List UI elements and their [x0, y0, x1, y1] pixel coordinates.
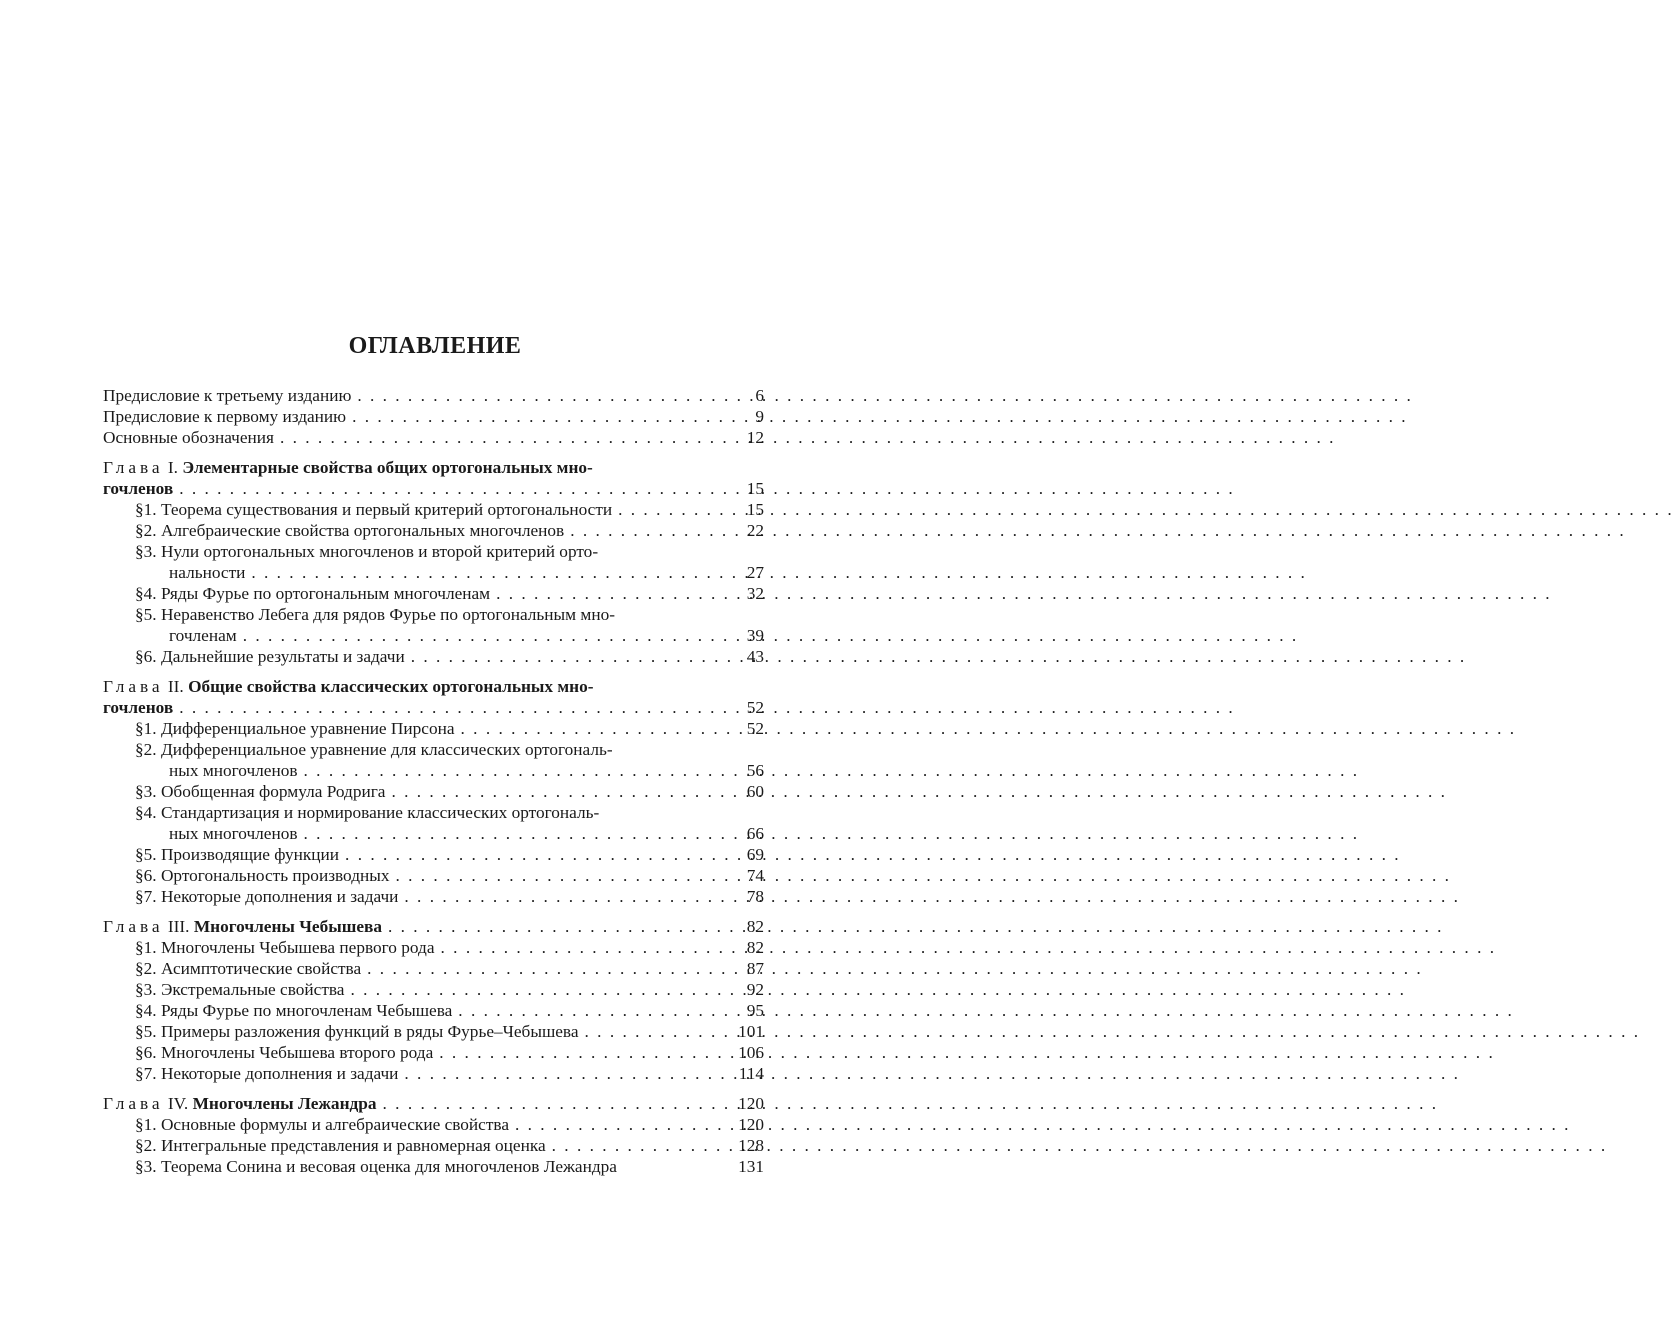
section-number: §2. — [135, 1136, 157, 1155]
toc-page-number: 32 — [746, 584, 764, 603]
toc-section[interactable] — [103, 865, 764, 886]
toc-section[interactable] — [103, 802, 764, 823]
section-number: §3. — [135, 980, 157, 999]
toc-page-number: 131 — [738, 1157, 764, 1176]
section-title: Дифференциальное уравнение Пирсона — [160, 719, 455, 738]
toc-page-number: 74 — [746, 866, 764, 885]
toc-entry-label: Основные обозначения — [103, 428, 274, 447]
toc-section[interactable] — [103, 1000, 764, 1021]
leader-dots — [298, 823, 718, 844]
toc-section[interactable] — [103, 1114, 764, 1135]
section-title: Неравенство Лебега для рядов Фурье по ортогональным мно- — [160, 605, 615, 624]
section-number: §2. — [135, 521, 157, 540]
section-number: §7. — [135, 1064, 157, 1083]
chapter-heading[interactable] — [103, 457, 764, 478]
section-number: §6. — [135, 1043, 157, 1062]
leader-dots — [433, 1042, 718, 1063]
leader-dots — [173, 478, 718, 499]
toc-entry-preface-first[interactable] — [103, 406, 764, 427]
toc-page-number: 114 — [738, 1064, 764, 1083]
chapter-heading-cont[interactable] — [103, 478, 764, 499]
section-title: Алгебраические свойства ортогональных многочленов — [160, 521, 565, 540]
section-title-cont: гочленам — [169, 626, 237, 645]
section-number: §1. — [135, 938, 157, 957]
toc-section[interactable] — [103, 1156, 764, 1177]
section-title: Теорема Сонина и весовая оценка для многочленов Лежандра — [160, 1157, 617, 1176]
chapter-title: Общие свойства классических ортогональных мно- — [188, 677, 594, 696]
toc-page-number: 52 — [746, 719, 764, 738]
leader-dots — [382, 916, 718, 937]
section-number: §3. — [135, 1157, 157, 1176]
section-number: §1. — [135, 719, 157, 738]
chapter-prefix: Глава — [103, 677, 164, 696]
section-number: §6. — [135, 866, 157, 885]
section-title: Стандартизация и нормирование классических ортогональ- — [160, 803, 600, 822]
chapter-heading[interactable] — [103, 676, 764, 697]
section-number: §2. — [135, 959, 157, 978]
leader-dots — [346, 406, 718, 427]
section-title: Производящие функции — [160, 845, 340, 864]
chapter-number: IV. — [167, 1094, 189, 1113]
leader-dots — [377, 1093, 718, 1114]
section-number: §5. — [135, 605, 157, 624]
section-number: §5. — [135, 1022, 157, 1041]
section-title: Нули ортогональных многочленов и второй критерий орто- — [160, 542, 599, 561]
toc-page-number: 66 — [746, 824, 764, 843]
toc-page-number: 56 — [746, 761, 764, 780]
leader-dots — [564, 520, 718, 541]
toc-page-number: 9 — [755, 407, 764, 426]
toc-section-cont[interactable] — [103, 823, 764, 844]
toc-page-number: 120 — [738, 1115, 764, 1134]
section-number: §3. — [135, 782, 157, 801]
leader-dots — [612, 499, 718, 520]
toc-page-number: 39 — [746, 626, 764, 645]
section-number: §1. — [135, 1115, 157, 1134]
leader-dots — [344, 979, 718, 1000]
section-title-cont: ных многочленов — [169, 761, 298, 780]
section-title: Дифференциальное уравнение для классических ортогональ- — [160, 740, 613, 759]
page-title: ОГЛАВЛЕНИЕ — [348, 333, 522, 359]
toc-section[interactable] — [103, 604, 764, 625]
chapter-number: II. — [167, 677, 184, 696]
leader-dots — [452, 1000, 718, 1021]
toc-page-number: 101 — [738, 1022, 764, 1041]
toc-page-number: 15 — [746, 479, 764, 498]
chapter-heading-cont[interactable] — [103, 697, 764, 718]
toc-page-number: 69 — [746, 845, 764, 864]
leader-dots — [455, 718, 718, 739]
toc-page-number: 82 — [746, 938, 764, 957]
leader-dots — [274, 427, 718, 448]
toc-page-number: 87 — [746, 959, 764, 978]
section-title: Ортогональность производных — [160, 866, 390, 885]
section-number: §5. — [135, 845, 157, 864]
chapter-title-cont: гочленов — [103, 479, 174, 498]
section-number: §6. — [135, 647, 157, 666]
chapter-title: Многочлены Чебышева — [193, 917, 382, 936]
section-title: Некоторые дополнения и задачи — [160, 887, 399, 906]
toc-page-number: 82 — [746, 917, 764, 936]
toc-entry-preface-third[interactable] — [103, 385, 764, 406]
section-title: Ряды Фурье по многочленам Чебышева — [160, 1001, 453, 1020]
toc-section[interactable] — [103, 520, 764, 541]
toc-page-number: 60 — [746, 782, 764, 801]
toc-section[interactable] — [103, 499, 764, 520]
leader-dots — [398, 886, 718, 907]
toc-page-number: 43 — [746, 647, 764, 666]
leader-dots — [546, 1135, 718, 1156]
toc-page-number: 128 — [738, 1136, 764, 1155]
toc-section[interactable] — [103, 937, 764, 958]
toc-section[interactable] — [103, 718, 764, 739]
toc-entry-label: Предисловие к первому изданию — [103, 407, 347, 426]
toc-page-number: 106 — [738, 1043, 764, 1062]
toc-page-number: 52 — [746, 698, 764, 717]
chapter-title-cont: гочленов — [103, 698, 174, 717]
section-title: Многочлены Чебышева первого рода — [160, 938, 435, 957]
chapter-prefix: Глава — [103, 917, 164, 936]
section-title: Некоторые дополнения и задачи — [160, 1064, 399, 1083]
chapter-heading[interactable] — [103, 1093, 764, 1114]
toc-section[interactable] — [103, 781, 764, 802]
section-number: §7. — [135, 887, 157, 906]
toc-entry-label: Предисловие к третьему изданию — [103, 386, 352, 405]
toc-page-number: 92 — [746, 980, 764, 999]
toc-section[interactable] — [103, 1021, 764, 1042]
toc-page-number: 15 — [746, 500, 764, 519]
chapter-heading[interactable] — [103, 916, 764, 937]
section-title-cont: ных многочленов — [169, 824, 298, 843]
toc-section[interactable] — [103, 1135, 764, 1156]
section-title: Примеры разложения функций в ряды Фурье–Чебышева — [160, 1022, 579, 1041]
section-title: Ряды Фурье по ортогональным многочленам — [160, 584, 491, 603]
section-number: §4. — [135, 1001, 157, 1020]
toc-page-number: 120 — [738, 1094, 764, 1113]
toc-section[interactable] — [103, 583, 764, 604]
section-title: Теорема существования и первый критерий ортогональности — [160, 500, 613, 519]
toc-section[interactable] — [103, 844, 764, 865]
toc-section-cont[interactable] — [103, 760, 764, 781]
toc-page-number: 6 — [755, 386, 764, 405]
toc-section[interactable] — [103, 541, 764, 562]
toc-page-number: 12 — [746, 428, 764, 447]
section-title: Асимптотические свойства — [160, 959, 362, 978]
toc-page-number: 78 — [746, 887, 764, 906]
toc-entry-notation[interactable] — [103, 427, 764, 448]
section-title-cont: нальности — [169, 563, 246, 582]
toc-section[interactable] — [103, 1042, 764, 1063]
section-number: §2. — [135, 740, 157, 759]
section-title: Интегральные представления и равномерная оценка — [160, 1136, 546, 1155]
toc-page-number: 27 — [746, 563, 764, 582]
section-number: §1. — [135, 500, 157, 519]
section-title: Обобщенная формула Родрига — [160, 782, 386, 801]
toc-section[interactable] — [103, 979, 764, 1000]
toc-section[interactable] — [103, 1063, 764, 1084]
leader-dots — [351, 385, 718, 406]
toc-section-cont[interactable] — [103, 625, 764, 646]
toc-section[interactable] — [103, 886, 764, 907]
leader-dots — [435, 937, 718, 958]
section-number: §4. — [135, 803, 157, 822]
leader-dots — [361, 958, 718, 979]
chapter-prefix: Глава — [103, 458, 164, 477]
leader-dots — [509, 1114, 718, 1135]
chapter-prefix: Глава — [103, 1094, 164, 1113]
chapter-number: I. — [167, 458, 178, 477]
leader-dots — [490, 583, 718, 604]
leader-dots — [390, 865, 719, 886]
leader-dots — [173, 697, 718, 718]
toc-page-number: 95 — [746, 1001, 764, 1020]
toc-section-cont[interactable] — [103, 562, 764, 583]
section-title: Многочлены Чебышева второго рода — [160, 1043, 434, 1062]
chapter-title: Многочлены Лежандра — [192, 1094, 377, 1113]
leader-dots — [579, 1021, 718, 1042]
section-number: §3. — [135, 542, 157, 561]
leader-dots — [245, 562, 718, 583]
section-title: Основные формулы и алгебраические свойства — [160, 1115, 509, 1134]
toc-page-number: 22 — [746, 521, 764, 540]
section-number: §4. — [135, 584, 157, 603]
section-title: Дальнейшие результаты и задачи — [160, 647, 405, 666]
leader-dots — [339, 844, 718, 865]
section-title: Экстремальные свойства — [160, 980, 345, 999]
toc-section[interactable] — [103, 646, 764, 667]
chapter-title: Элементарные свойства общих ортогональных мно- — [182, 458, 593, 477]
toc-section[interactable] — [103, 739, 764, 760]
leader-dots — [398, 1063, 718, 1084]
leader-dots — [385, 781, 718, 802]
chapter-number: III. — [167, 917, 190, 936]
leader-dots — [237, 625, 718, 646]
table-of-contents — [103, 385, 764, 1177]
toc-section[interactable] — [103, 958, 764, 979]
leader-dots — [298, 760, 718, 781]
leader-dots — [405, 646, 718, 667]
